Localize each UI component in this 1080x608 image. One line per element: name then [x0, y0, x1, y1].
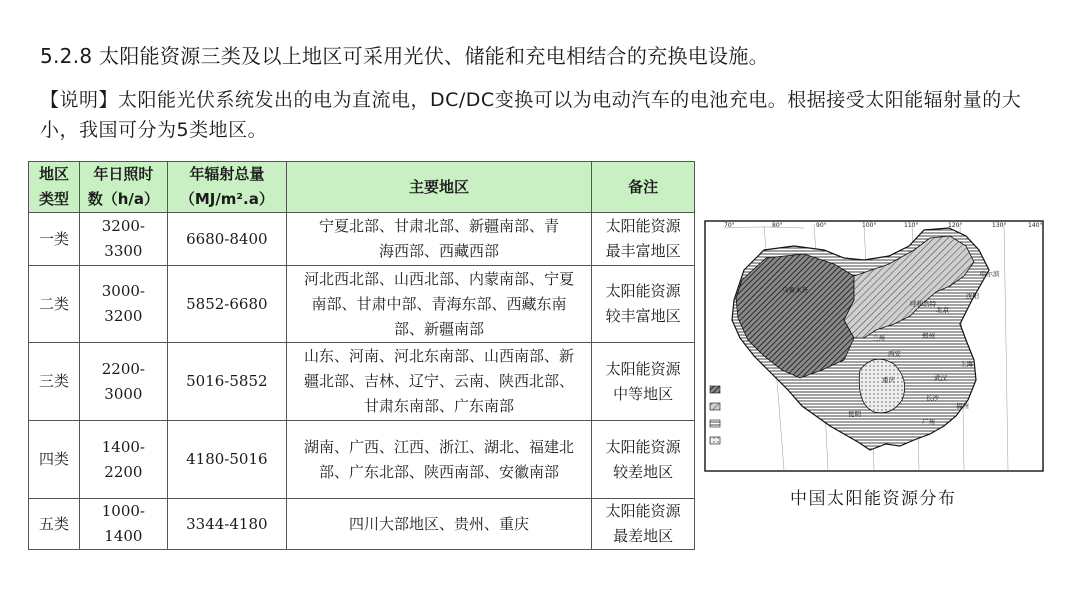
region-type: 一类	[29, 213, 80, 266]
city-label: 西安	[888, 350, 901, 358]
city-label: 上海	[960, 360, 973, 368]
header-main-regions: 主要地区	[286, 162, 591, 213]
city-label: 沈阳	[966, 292, 979, 300]
header-radiation-total: 年辐射总量 （MJ/m².a）	[167, 162, 286, 213]
city-label: 北京	[936, 306, 949, 314]
table-row	[29, 213, 695, 266]
region-note: 太阳能资源最差地区	[592, 499, 695, 550]
main-regions: 湖南、广西、江西、浙江、湖北、福建北部、广东北部、陕西南部、安徽南部	[286, 421, 591, 499]
city-label: 广州	[922, 418, 935, 426]
solar-region-table	[28, 161, 695, 550]
city-label: 呼和浩特	[910, 300, 936, 308]
city-label: 重庆	[882, 376, 895, 384]
lon-label: 110°	[904, 222, 919, 229]
city-label: 长沙	[926, 394, 939, 402]
lon-label: 130°	[992, 222, 1007, 229]
sunshine-hours: 2200-3000	[79, 343, 167, 421]
legend-swatch-4	[710, 437, 720, 444]
region-type: 四类	[29, 421, 80, 499]
map-caption: 中国太阳能资源分布	[790, 489, 957, 509]
legend-swatch-1	[710, 386, 720, 393]
lon-label: 90°	[816, 222, 827, 229]
lon-label: 140°	[1028, 222, 1043, 229]
solar-resource-map	[704, 220, 1044, 472]
legend-swatch-2	[710, 403, 720, 410]
main-regions: 河北西北部、山西北部、内蒙南部、宁夏南部、甘肃中部、青海东部、西藏东南部、新疆南部	[286, 266, 591, 343]
radiation-total: 4180-5016	[167, 421, 286, 499]
city-label: 福州	[956, 402, 969, 410]
header-sunshine-hours: 年日照时 数（h/a）	[79, 162, 167, 213]
description-text: 【说明】太阳能光伏系统发出的电为直流电，DC/DC变换可以为电动汽车的电池充电。根据接受太阳能辐射量的大小，我国可分为5类地区。	[40, 89, 1022, 141]
city-label: 昆明	[848, 410, 861, 418]
city-label: 武汉	[934, 374, 947, 382]
region-type: 二类	[29, 266, 80, 343]
sunshine-hours: 1000-1400	[79, 499, 167, 550]
section-heading: 5.2.8 太阳能资源三类及以上地区可采用光伏、储能和充电相结合的充换电设施。	[40, 44, 769, 68]
city-label: 兰州	[872, 334, 885, 342]
table-row	[29, 421, 695, 499]
region-note: 太阳能资源较丰富地区	[592, 266, 695, 343]
region-note: 太阳能资源中等地区	[592, 343, 695, 421]
table-header-row	[29, 162, 695, 213]
lon-label: 120°	[948, 222, 963, 229]
lon-label: 80°	[772, 222, 783, 229]
table-row	[29, 499, 695, 550]
region-type: 三类	[29, 343, 80, 421]
radiation-total: 5852-6680	[167, 266, 286, 343]
radiation-total: 6680-8400	[167, 213, 286, 266]
lon-label: 100°	[862, 222, 877, 229]
table-row	[29, 266, 695, 343]
region-type: 五类	[29, 499, 80, 550]
main-regions: 山东、河南、河北东南部、山西南部、新疆北部、吉林、辽宁、云南、陕西北部、甘肃东南部、广东南部	[286, 343, 591, 421]
region-note: 太阳能资源较差地区	[592, 421, 695, 499]
radiation-total: 3344-4180	[167, 499, 286, 550]
city-label: 乌鲁木齐	[782, 286, 808, 294]
main-regions: 四川大部地区、贵州、重庆	[286, 499, 591, 550]
table-row	[29, 343, 695, 421]
main-regions: 宁夏北部、甘肃北部、新疆南部、青海西部、西藏西部	[286, 213, 591, 266]
header-note: 备注	[592, 162, 695, 213]
city-label: 郑州	[922, 332, 935, 340]
region-note: 太阳能资源最丰富地区	[592, 213, 695, 266]
sunshine-hours: 1400-2200	[79, 421, 167, 499]
sunshine-hours: 3000-3200	[79, 266, 167, 343]
city-label: 哈尔滨	[980, 270, 1000, 278]
header-region-type: 地区 类型	[29, 162, 80, 213]
radiation-total: 5016-5852	[167, 343, 286, 421]
sunshine-hours: 3200-3300	[79, 213, 167, 266]
lon-label: 70°	[724, 222, 735, 229]
legend-swatch-3	[710, 420, 720, 427]
